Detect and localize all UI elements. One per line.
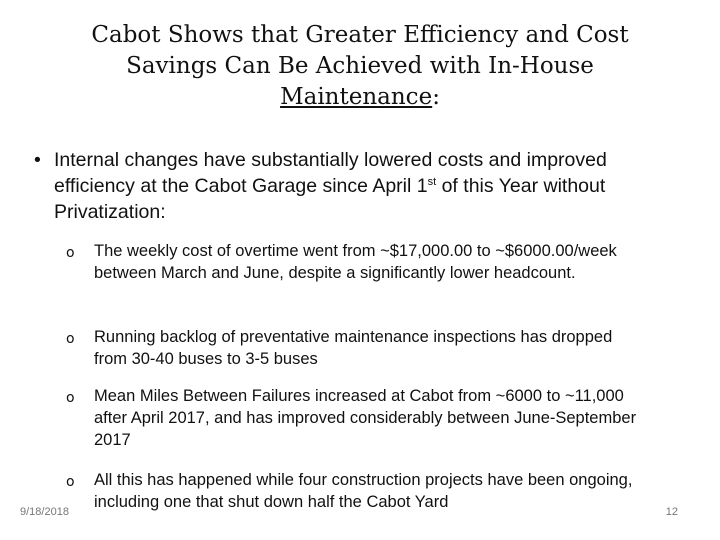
sub-bullet-text: The weekly cost of overtime went from ~$17,000.00 to ~$6000.00/week between March and June, despite a significantly lower headcount.	[94, 242, 617, 282]
circle-bullet-icon: o	[66, 390, 75, 406]
title-suffix: :	[432, 84, 440, 110]
sub-bullet-text: Running backlog of preventative maintenance inspections has dropped from 30-40 buses to 3-5 buses	[94, 328, 613, 368]
main-bullet-text	[34, 147, 684, 225]
main-bullet-text-end: of this Year without Privatization:	[54, 175, 606, 223]
sub-bullet-item	[66, 469, 646, 513]
slide-title	[60, 20, 660, 113]
title-line-2: Savings Can Be Achieved with In-House	[126, 53, 594, 79]
slide-number: 12	[665, 506, 678, 518]
sub-bullet-item	[66, 240, 646, 284]
title-underlined-word: Maintenance	[280, 84, 433, 110]
main-bullet-text-start: Internal changes have substantially lowered costs and improved efficiency at the Cabot Garage since April 1	[54, 149, 607, 197]
title-line-3	[60, 82, 660, 113]
bullet-dot-icon: •	[34, 149, 41, 171]
circle-bullet-icon: o	[66, 331, 75, 347]
sub-bullet-text: All this has happened while four construction projects have been ongoing, including one that shut down half the Cabot Yard	[94, 471, 633, 511]
sub-bullet-item	[66, 385, 646, 451]
sub-bullet-text: Mean Miles Between Failures increased at Cabot from ~6000 to ~11,000 after April 2017, and has improved considerably between June-September 2017	[94, 387, 637, 449]
circle-bullet-icon: o	[66, 474, 75, 490]
main-bullet	[34, 147, 684, 225]
footer-date: 9/18/2018	[20, 506, 69, 518]
circle-bullet-icon: o	[66, 245, 75, 261]
sub-bullet-item	[66, 326, 646, 370]
title-line-1: Cabot Shows that Greater Efficiency and Cost	[91, 22, 629, 48]
main-bullet-superscript: st	[427, 176, 437, 188]
